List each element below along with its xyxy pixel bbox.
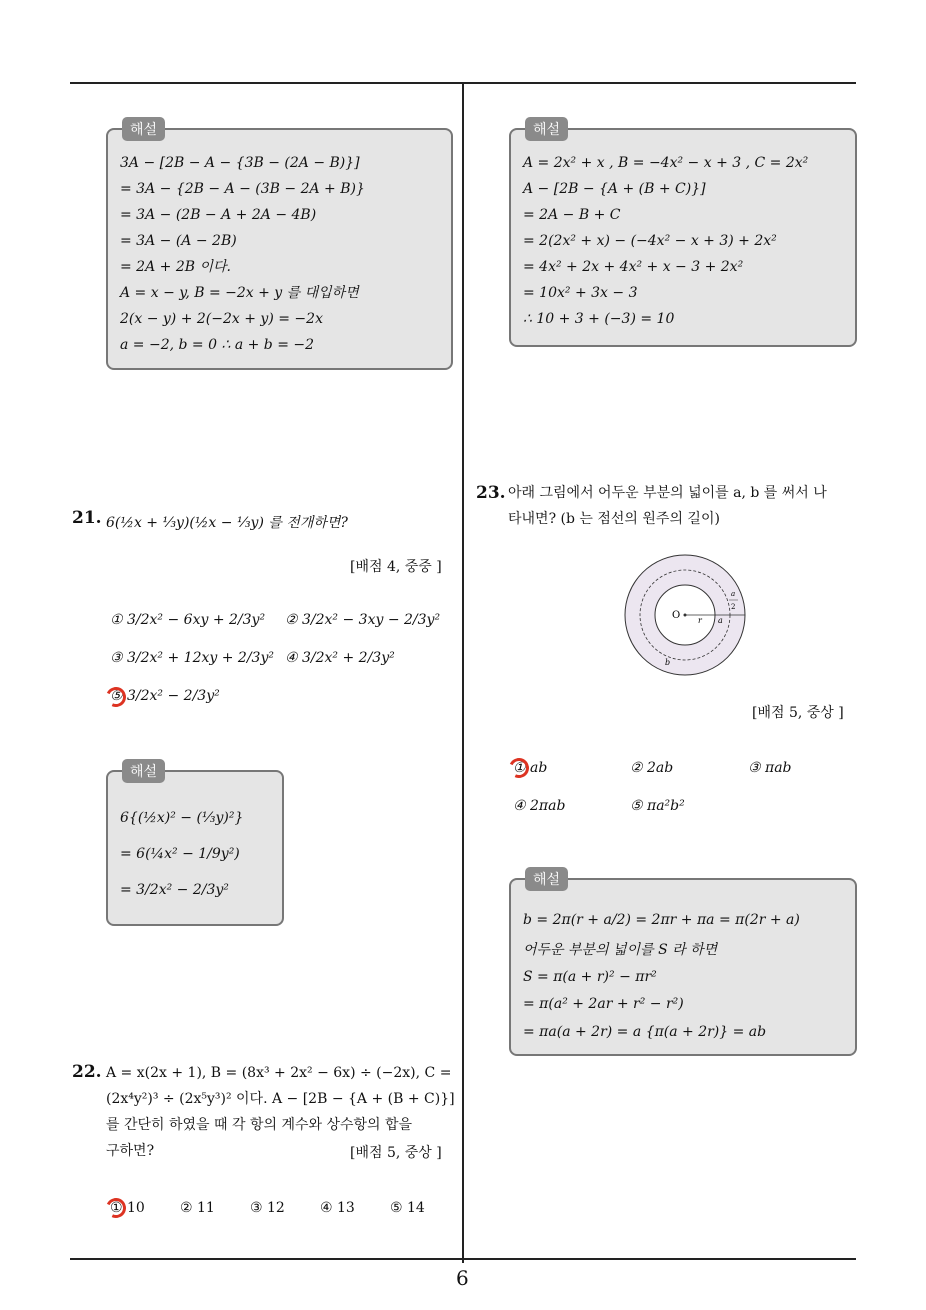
column-divider — [462, 83, 464, 1263]
question-number: 22. — [72, 1062, 102, 1082]
option-2[interactable]: ② 2ab — [630, 760, 674, 776]
solution-tag: 해설 — [525, 867, 568, 891]
solution-line: = 3A − (2B − A + 2A − 4B) — [120, 207, 317, 223]
score-label: [배점 5, 중상 ] — [350, 1145, 442, 1161]
solution-line: A = 2x² + x , B = −4x² − x + 3 , C = 2x² — [523, 155, 809, 171]
score-label: [배점 4, 중중 ] — [350, 559, 442, 575]
solution-line: S = π(a + r)² − πr² — [523, 969, 657, 985]
center-label: O — [672, 610, 681, 621]
solution-lines — [523, 904, 800, 1046]
annulus-figure — [620, 550, 750, 680]
bottom-rule — [70, 1258, 856, 1260]
solution-line: = 3/2x² − 2/3y² — [120, 882, 229, 898]
option-3[interactable]: ③ 3/2x² + 12xy + 2/3y² — [110, 650, 274, 666]
option-2[interactable]: ② 11 — [180, 1200, 215, 1216]
question-number: 21. — [72, 508, 102, 528]
a-half-denominator: 2 — [731, 603, 736, 611]
a-half-numerator: a — [731, 590, 736, 598]
question-text — [508, 480, 858, 532]
option-3[interactable]: ③ 12 — [250, 1200, 285, 1216]
solution-lines — [523, 150, 808, 332]
question-number: 23. — [476, 483, 506, 503]
solution-box-prev — [509, 122, 857, 347]
solution-tag: 해설 — [122, 117, 165, 141]
solution-tag: 해설 — [525, 117, 568, 141]
option-5[interactable]: ⑤ πa²b² — [630, 798, 685, 814]
solution-line: = 10x² + 3x − 3 — [523, 285, 638, 301]
option-1[interactable]: ① ab — [513, 760, 548, 776]
solution-lines — [120, 800, 243, 908]
solution-box-20 — [106, 122, 453, 370]
solution-line: = 2A + 2B 이다. — [120, 259, 231, 275]
question-line: A = x(2x + 1), B = (8x³ + 2x² − 6x) ÷ (−2x), C = — [106, 1065, 452, 1081]
question-line: 아래 그림에서 어두운 부분의 넓이를 a, b 를 써서 나 — [508, 485, 827, 501]
option-2[interactable]: ② 3/2x² − 3xy − 2/3y² — [285, 612, 441, 628]
question-text: 6(½x + ⅓y)(½x − ⅓y) 를 전개하면? — [106, 515, 348, 531]
solution-line: 어두운 부분의 넓이를 S 라 하면 — [523, 942, 718, 958]
page-number: 6 — [456, 1266, 469, 1290]
option-5[interactable]: ⑤ 14 — [390, 1200, 425, 1216]
solution-line: A − [2B − {A + (B + C)}] — [523, 181, 706, 197]
solution-line: = 3A − (A − 2B) — [120, 233, 237, 249]
question-line: 를 간단히 하였을 때 각 항의 계수와 상수항의 합을 — [106, 1117, 413, 1133]
question-line: 구하면? — [106, 1143, 155, 1159]
solution-lines — [120, 150, 365, 358]
solution-line: b = 2π(r + a/2) = 2πr + πa = π(2r + a) — [523, 912, 800, 928]
solution-line: = 2(2x² + x) − (−4x² − x + 3) + 2x² — [523, 233, 777, 249]
a-label: a — [718, 616, 723, 625]
solution-line: 2(x − y) + 2(−2x + y) = −2x — [120, 311, 323, 327]
solution-line: a = −2, b = 0 ∴ a + b = −2 — [120, 337, 315, 353]
r-label: r — [698, 616, 702, 625]
option-4[interactable]: ④ 2πab — [513, 798, 566, 814]
center-dot — [684, 614, 687, 617]
solution-tag: 해설 — [122, 759, 165, 783]
option-4[interactable]: ④ 3/2x² + 2/3y² — [285, 650, 395, 666]
option-4[interactable]: ④ 13 — [320, 1200, 355, 1216]
solution-box-21 — [106, 764, 284, 926]
score-label: [배점 5, 중상 ] — [752, 705, 844, 721]
solution-line: = π(a² + 2ar + r² − r²) — [523, 996, 684, 1012]
option-3[interactable]: ③ πab — [748, 760, 792, 776]
solution-box-23 — [509, 872, 857, 1056]
solution-line: ∴ 10 + 3 + (−3) = 10 — [523, 311, 675, 327]
solution-line: = 4x² + 2x + 4x² + x − 3 + 2x² — [523, 259, 744, 275]
solution-line: 3A − [2B − A − {3B − (2A − B)}] — [120, 155, 360, 171]
option-1[interactable]: ① 10 — [110, 1200, 145, 1216]
solution-line: = 2A − B + C — [523, 207, 621, 223]
b-label: b — [665, 658, 671, 667]
question-line: (2x⁴y²)³ ÷ (2x⁵y³)² 이다. A − [2B − {A + (B + C)}] — [106, 1091, 455, 1107]
solution-line: A = x − y, B = −2x + y 를 대입하면 — [120, 285, 359, 301]
option-1[interactable]: ① 3/2x² − 6xy + 2/3y² — [110, 612, 266, 628]
solution-line: = πa(a + 2r) = a {π(a + 2r)} = ab — [523, 1024, 767, 1040]
question-line: 타내면? (b 는 점선의 원주의 길이) — [508, 511, 720, 527]
option-5[interactable]: ⑤ 3/2x² − 2/3y² — [110, 688, 220, 704]
solution-line: = 6(¼x² − 1/9y²) — [120, 846, 240, 862]
solution-line: 6{(½x)² − (⅓y)²} — [120, 810, 244, 826]
solution-line: = 3A − {2B − A − (3B − 2A + B)} — [120, 181, 365, 197]
